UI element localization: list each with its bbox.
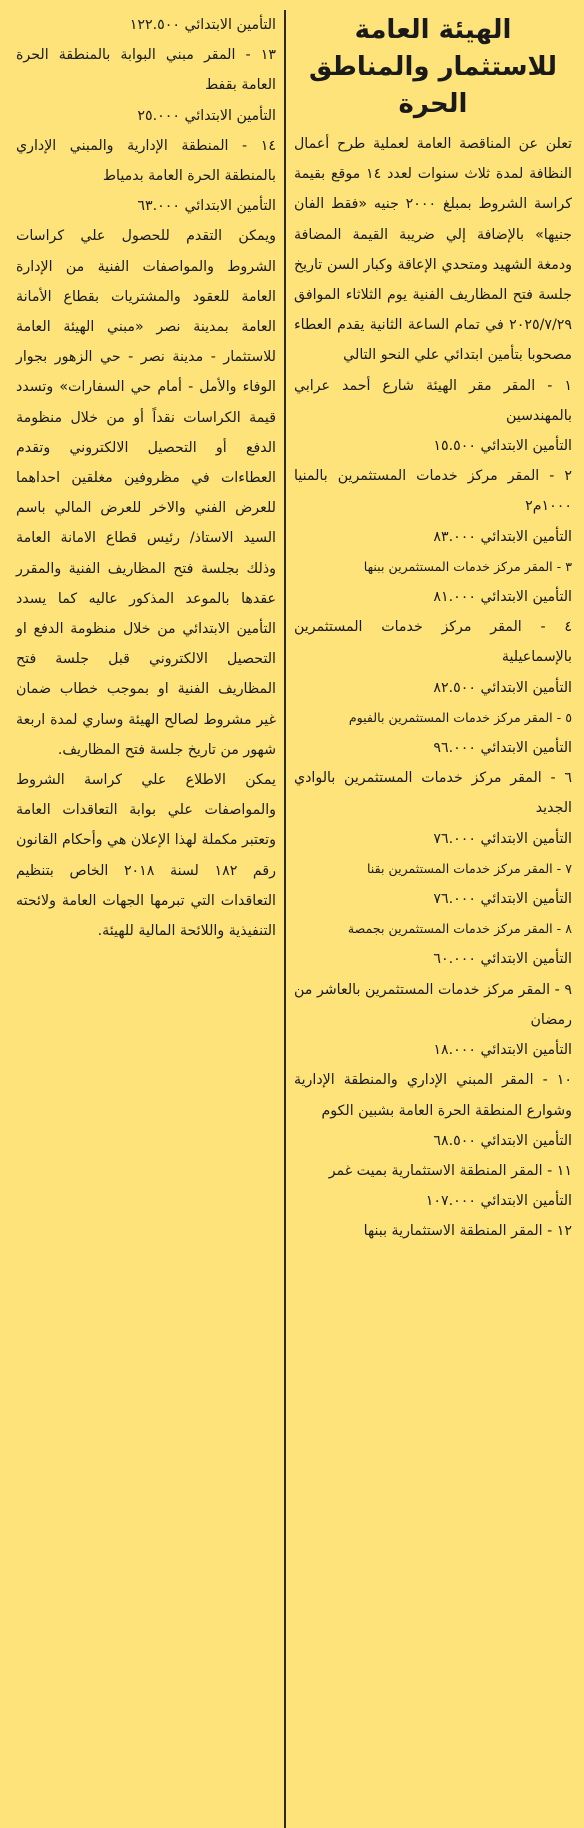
site-name: ١٢ - المقر المنطقة الاستثمارية ببنها [363, 1223, 572, 1240]
site-name: ١ - المقر مقر الهيئة شارع أحمد عرابي بالمهندسين [294, 377, 572, 424]
site-insurance: التأمين الابتدائي ١٠٧.٠٠٠ [425, 1193, 572, 1210]
site-insurance: التأمين الابتدائي ٨٣.٠٠٠ [433, 528, 572, 545]
site-insurance: التأمين الابتدائي ٧٦.٠٠٠ [433, 891, 572, 908]
site-insurance: التأمين الابتدائي ٦٣.٠٠٠ [137, 198, 276, 215]
site-name: ٢ - المقر مركز خدمات المستثمرين بالمنيا ١٠٠٠م٢ [294, 468, 572, 515]
site-insurance: التأمين الابتدائي ٦٨.٥٠٠ [433, 1132, 572, 1149]
site-name: ٥ - المقر مركز خدمات المستثمرين بالفيوم [348, 709, 572, 725]
site-insurance: التأمين الابتدائي ٨٢.٥٠٠ [433, 679, 572, 696]
site-insurance: التأمين الابتدائي ٦٠.٠٠٠ [433, 951, 572, 968]
site-insurance: التأمين الابتدائي ٨١.٠٠٠ [433, 589, 572, 606]
site-name: ١١ - المقر المنطقة الاستثمارية بميت غمر [328, 1162, 572, 1179]
site-insurance: التأمين الابتدائي ٧٦.٠٠٠ [433, 830, 572, 847]
procurement-paragraph: ويمكن التقدم للحصول علي كراسات الشروط والمواصفات الفنية من الإدارة العامة للعقود والمشتريات بقطاع الأمانة العامة بمدينة نصر «مبني الهيئة العامة للاستثمار - مدينة نصر - حي الزهور بجوار الوفاء والأمل - أمام حي السفارات» وتسدد قيمة الكراسات نقداً أو من خلال منظومة الدفع أو التحصيل الالكتروني وتقدم العطاءات في مظروفين مغلقين احداهما للعرض الفني والاخر للعرض المالي باسم السيد الاستاذ/ رئيس قطاع الامانة العامة وذلك بجلسة فتح المظاريف الفنية والمقرر عقدها بالموعد المذكور عاليه كما يسدد التأمين الابتدائي من خلال منظومة الدفع او التحصيل الالكتروني قبل جلسة فتح المظاريف الفنية او بموجب خطاب ضمان غير مشروط لصالح الهيئة وساري لمدة اربعة شهور من تاريخ جلسة فتح المظاريف. [16, 228, 276, 758]
closing-paragraph: يمكن الاطلاع علي كراسة الشروط والمواصفات علي بوابة التعاقدات العامة وتعتبر مكملة لهذا الإعلان هي وأحكام القانون رقم ١٨٢ لسنة ٢٠١٨ الخاص بتنظيم التعاقدات التي تبرمها الجهات العامة ولائحته التنفيذية واللائحة المالية للهيئة. [16, 772, 276, 940]
site-insurance: التأمين الابتدائي ١٥.٥٠٠ [433, 438, 572, 455]
site-name: ١٤ - المنطقة الإدارية والمبني الإداري بالمنطقة الحرة العامة بدمياط [16, 137, 276, 185]
site-name: ٦ - المقر مركز خدمات المستثمرين بالوادي الجديد [294, 770, 572, 817]
site-name: ٨ - المقر مركز خدمات المستثمرين بجمصة [347, 921, 572, 937]
intro-paragraph: تعلن عن المناقصة العامة لعملية طرح أعمال النظافة لمدة ثلاث سنوات لعدد ١٤ موقع بقيمة كراسة الشروط بمبلغ ٢٠٠٠ جنيه «فقط الفان جنيها» بالإضافة إلي ضريبة القيمة المضافة ودمغة الشهيد ومتحدي الإعاقة وكبار السن تاريخ جلسة فتح المظاريف الفنية يوم الثلاثاء الموافق ٢٠٢٥/٧/٢٩ في تمام الساعة الثانية يقدم العطاء مصحوبا بتأمين ابتدائي علي النحو التالي [294, 136, 572, 364]
right-column [286, 10, 576, 1828]
site-name: ٤ - المقر مركز خدمات المستثمرين بالإسماعيلية [294, 619, 572, 666]
site-insurance: التأمين الابتدائي ٩٦.٠٠٠ [433, 740, 572, 757]
ad-title: الهيئة العامة للاستثمار والمناطق الحرة [308, 15, 558, 119]
site-name: ١٠ - المقر المبني الإداري والمنطقة الإدارية وشوارع المنطقة الحرة العامة بشبين الكوم [294, 1072, 572, 1119]
site-name: ٧ - المقر مركز خدمات المستثمرين بقنا [366, 860, 572, 876]
site-insurance: التأمين الابتدائي ١٨.٠٠٠ [433, 1042, 572, 1059]
site-name: ٩ - المقر مركز خدمات المستثمرين بالعاشر من رمضان [294, 981, 572, 1028]
site-insurance: التأمين الابتدائي ٢٥.٠٠٠ [137, 107, 276, 124]
left-column [12, 10, 284, 1828]
site-insurance: التأمين الابتدائي ١٢٢.٥٠٠ [129, 17, 276, 33]
site-name: ٣ - المقر مركز خدمات المستثمرين ببنها [363, 558, 572, 574]
site-name: ١٣ - المقر مبني البوابة بالمنطقة الحرة العامة بقفط [16, 47, 276, 94]
